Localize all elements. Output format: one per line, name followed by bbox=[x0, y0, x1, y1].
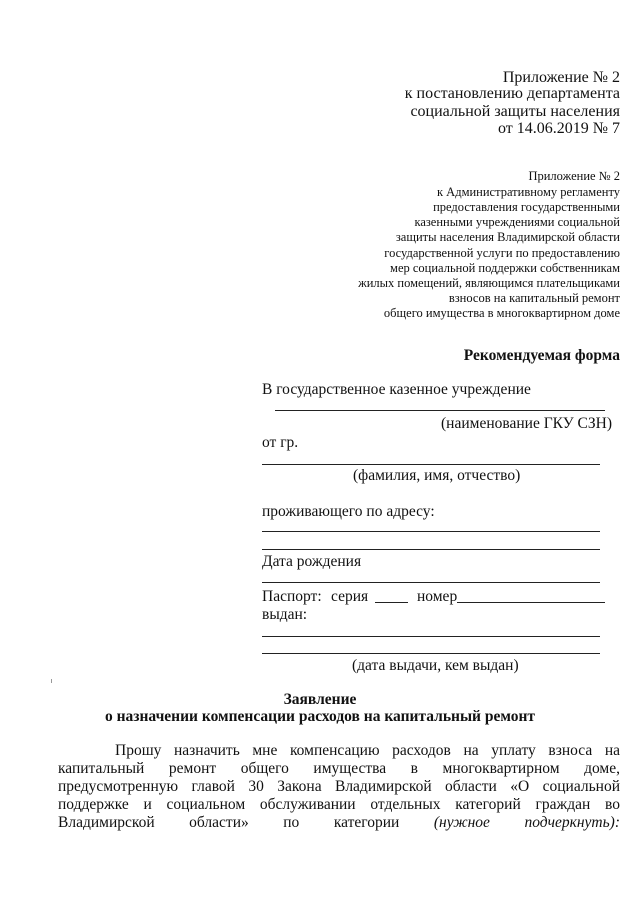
regulation-line: общего имущества в многоквартирном доме bbox=[383, 306, 620, 320]
issued-label: выдан: bbox=[262, 606, 308, 623]
fio-hint: (фамилия, имя, отчество) bbox=[353, 467, 521, 484]
regulation-line: защиты населения Владимирской области bbox=[395, 230, 620, 244]
passport-number-line[interactable] bbox=[457, 602, 605, 603]
institution-hint: (наименование ГКУ СЗН) bbox=[441, 415, 612, 432]
recommended-form-label: Рекомендуемая форма bbox=[463, 347, 620, 364]
appendix-line: к постановлению департамента bbox=[404, 85, 620, 102]
passport-series-line[interactable] bbox=[375, 602, 408, 603]
regulation-line: предоставления государственными bbox=[433, 200, 620, 214]
statement-subtitle: о назначении компенсации расходов на капитальный ремонт bbox=[104, 708, 536, 725]
birth-date-line[interactable] bbox=[262, 582, 600, 583]
fio-line[interactable] bbox=[262, 464, 600, 465]
address-line[interactable] bbox=[262, 531, 600, 532]
institution-line[interactable] bbox=[275, 410, 605, 411]
from-label: от гр. bbox=[262, 434, 299, 451]
regulation-line: Приложение № 2 bbox=[528, 169, 620, 183]
regulation-line: мер социальной поддержки собственникам bbox=[390, 261, 620, 275]
appendix-line: Приложение № 2 bbox=[502, 69, 620, 86]
issued-line[interactable] bbox=[262, 636, 600, 637]
regulation-line: жилых помещений, являющимся плательщиками bbox=[358, 276, 620, 290]
address-label: проживающего по адресу: bbox=[262, 503, 435, 520]
appendix-line: социальной защиты населения bbox=[410, 103, 620, 120]
regulation-line: государственной услуги по предоставлению bbox=[384, 246, 620, 260]
statement-paragraph-line: Владимирской области» по категории (нужное подчеркнуть): bbox=[58, 814, 620, 831]
number-label: номер bbox=[417, 588, 458, 605]
statement-title: Заявление bbox=[283, 691, 357, 708]
regulation-line: к Административному регламенту bbox=[436, 185, 620, 199]
birth-date-label: Дата рождения bbox=[262, 553, 362, 570]
underline-note: (нужное подчеркнуть): bbox=[433, 814, 620, 831]
issued-hint: (дата выдачи, кем выдан) bbox=[352, 657, 519, 674]
statement-paragraph-line: поддержке и социальном обслуживании отдельных категорий граждан во bbox=[58, 796, 620, 813]
series-label: серия bbox=[331, 588, 369, 605]
issued-line[interactable] bbox=[262, 653, 600, 654]
regulation-line: казенными учреждениями социальной bbox=[414, 215, 620, 229]
statement-paragraph-line: предусмотренную главой 30 Закона Владимирской области «О социальной bbox=[58, 778, 620, 795]
address-line[interactable] bbox=[262, 549, 600, 550]
statement-paragraph-line: Прошу назначить мне компенсацию расходов на уплату взноса на bbox=[115, 742, 620, 759]
regulation-line: взносов на капитальный ремонт bbox=[448, 291, 620, 305]
appendix-date-number: от 14.06.2019 № 7 bbox=[497, 120, 620, 137]
scan-mark bbox=[51, 679, 52, 683]
passport-label: Паспорт: bbox=[262, 588, 322, 605]
institution-label: В государственное казенное учреждение bbox=[262, 381, 531, 398]
statement-paragraph-line: капитальный ремонт общего имущества в многоквартирном доме, bbox=[58, 760, 620, 777]
